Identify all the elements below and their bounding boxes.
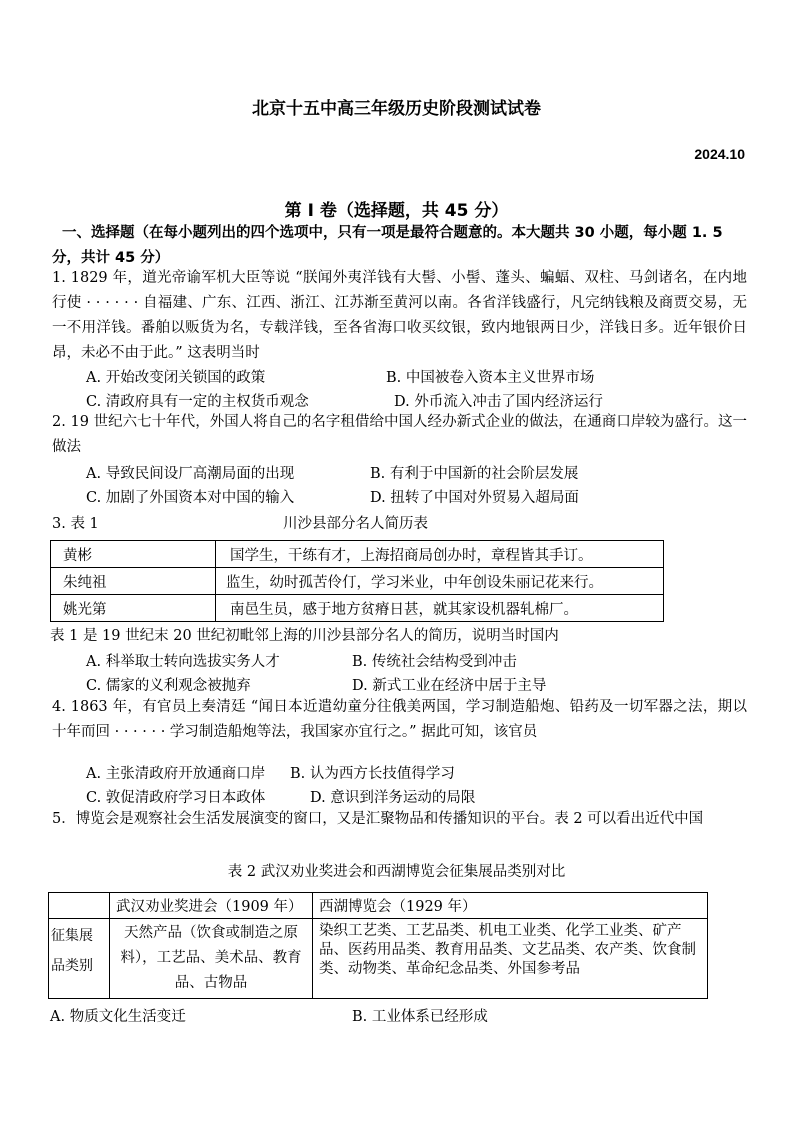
- question-3-option-d: D. 新式工业在经济中居于主导: [352, 678, 547, 694]
- table-cell-name: 姚光第: [51, 595, 216, 622]
- table-2: [48, 892, 708, 999]
- page-title: 北京十五中高三年级历史阶段测试试卷: [252, 99, 541, 119]
- question-2-option-b: B. 有利于中国新的社会阶层发展: [370, 466, 579, 482]
- table-cell-bio: 监生，幼时孤苦伶仃，学习米业，中年创设朱丽记花来行。: [216, 568, 664, 595]
- part-title: 第 I 卷（选择题，共 45 分）: [284, 201, 509, 221]
- table-1-title: 川沙县部分名人简历表: [283, 516, 428, 532]
- exam-date: 2024.10: [694, 146, 745, 162]
- row-label-line-1: 征集展: [51, 928, 93, 944]
- table-2-title: 表 2 武汉劝业奖进会和西湖博览会征集展品类别对比: [227, 864, 566, 880]
- table-cell-bio: 南邑生员，感于地方贫瘠日甚，就其家设机器轧棉厂。: [216, 595, 664, 622]
- table-1: [50, 540, 664, 622]
- question-2-option-d: D. 扭转了中国对外贸易入超局面: [370, 490, 579, 506]
- table-header-row: [49, 893, 708, 919]
- table-header-xihu: 西湖博览会（1929 年）: [313, 893, 708, 919]
- question-2-option-a: A. 导致民间设厂高潮局面的出现: [86, 466, 295, 482]
- question-3-option-b: B. 传统社会结构受到冲击: [352, 654, 517, 670]
- question-5-stem: 5．博览会是观察社会生活发展演变的窗口，又是汇聚物品和传播知识的平台。表 2 可以看出近代中国: [52, 811, 704, 827]
- question-4-option-b: B. 认为西方长技值得学习: [290, 766, 455, 782]
- question-3-prefix: 3. 表 1: [52, 516, 99, 532]
- question-1-option-b: B. 中国被卷入资本主义世界市场: [386, 370, 595, 386]
- question-4-option-a: A. 主张清政府开放通商口岸: [86, 766, 266, 782]
- table-cell-xihu-categories: 染织工艺类、工艺品类、机电工业类、化学工业类、矿产品、医药用品类、教育用品类、文艺品类、农产类、饮食制类、动物类、革命纪念品类、外国参考品: [313, 919, 708, 999]
- table-row-label: [49, 919, 110, 999]
- question-4-option-d: D. 意识到洋务运动的局限: [310, 790, 476, 806]
- question-2-stem: 2. 19 世纪六七十年代，外国人将自己的名字租借给中国人经办新式企业的做法，在通商口岸较为盛行。这一做法: [52, 414, 747, 455]
- question-2-option-c: C. 加剧了外国资本对中国的输入: [86, 490, 295, 506]
- question-3-stem: 表 1 是 19 世纪末 20 世纪初毗邻上海的川沙县部分名人的简历，说明当时国内: [50, 628, 559, 644]
- question-1-option-a: A. 开始改变闭关锁国的政策: [86, 370, 266, 386]
- question-5-option-a: A. 物质文化生活变迁: [50, 1009, 186, 1025]
- question-1-stem: 1. 1829 年，道光帝谕军机大臣等说 “朕闻外夷洋钱有大髻、小髻、蓬头、蝙蝠、双柱、马剑诸名，在内地行使 · · · · · · 自福建、广东、江西、浙江、江苏渐至黄河以南。各省洋钱盛行，凡完纳钱粮及商贾交易，无一不用洋钱。番舶以贩货为名，专载洋钱，至各省海口收买纹银，致内地银两日少，洋钱日多。近年银价日昂，未必不由于此。” 这表明当时: [52, 270, 747, 361]
- table-cell-name: 朱纯祖: [51, 568, 216, 595]
- question-1-option-c: C. 清政府具有一定的主权货币观念: [86, 394, 309, 410]
- question-4-stem: 4. 1863 年，有官员上奏清廷 “闻日本近遣幼童分往俄美两国，学习制造船炮、铅药及一切军器之法，期以十年而回 · · · · · · 学习制造船炮等法，我国家亦宜行之。” 据此可知，该官员: [52, 699, 747, 740]
- table-row: [51, 595, 664, 622]
- table-cell-wuhan-categories: 天然产品（饮食或制造之原料），工艺品、美术品、教育品、古物品: [110, 919, 313, 999]
- table-row: [51, 541, 664, 568]
- table-row: [51, 568, 664, 595]
- section-heading: 一、选择题（在每小题列出的四个选项中，只有一项是最符合题意的。本大题共 30 小题，每小题 1. 5 分，共计 45 分）: [52, 225, 723, 266]
- question-1-option-d: D. 外币流入冲击了国内经济运行: [394, 394, 603, 410]
- table-cell-bio: 国学生，干练有才，上海招商局创办时，章程皆其手订。: [216, 541, 664, 568]
- table-corner-cell: [49, 893, 110, 919]
- row-label-line-2: 品类别: [51, 958, 93, 974]
- table-row: [49, 919, 708, 999]
- table-header-wuhan: 武汉劝业奖进会（1909 年）: [110, 893, 313, 919]
- question-5-option-b: B. 工业体系已经形成: [352, 1009, 488, 1025]
- table-cell-name: 黄彬: [51, 541, 216, 568]
- question-3-option-c: C. 儒家的义利观念被抛弃: [86, 678, 251, 694]
- question-4-option-c: C. 敦促清政府学习日本政体: [86, 790, 266, 806]
- question-3-option-a: A. 科举取士转向选拔实务人才: [86, 654, 280, 670]
